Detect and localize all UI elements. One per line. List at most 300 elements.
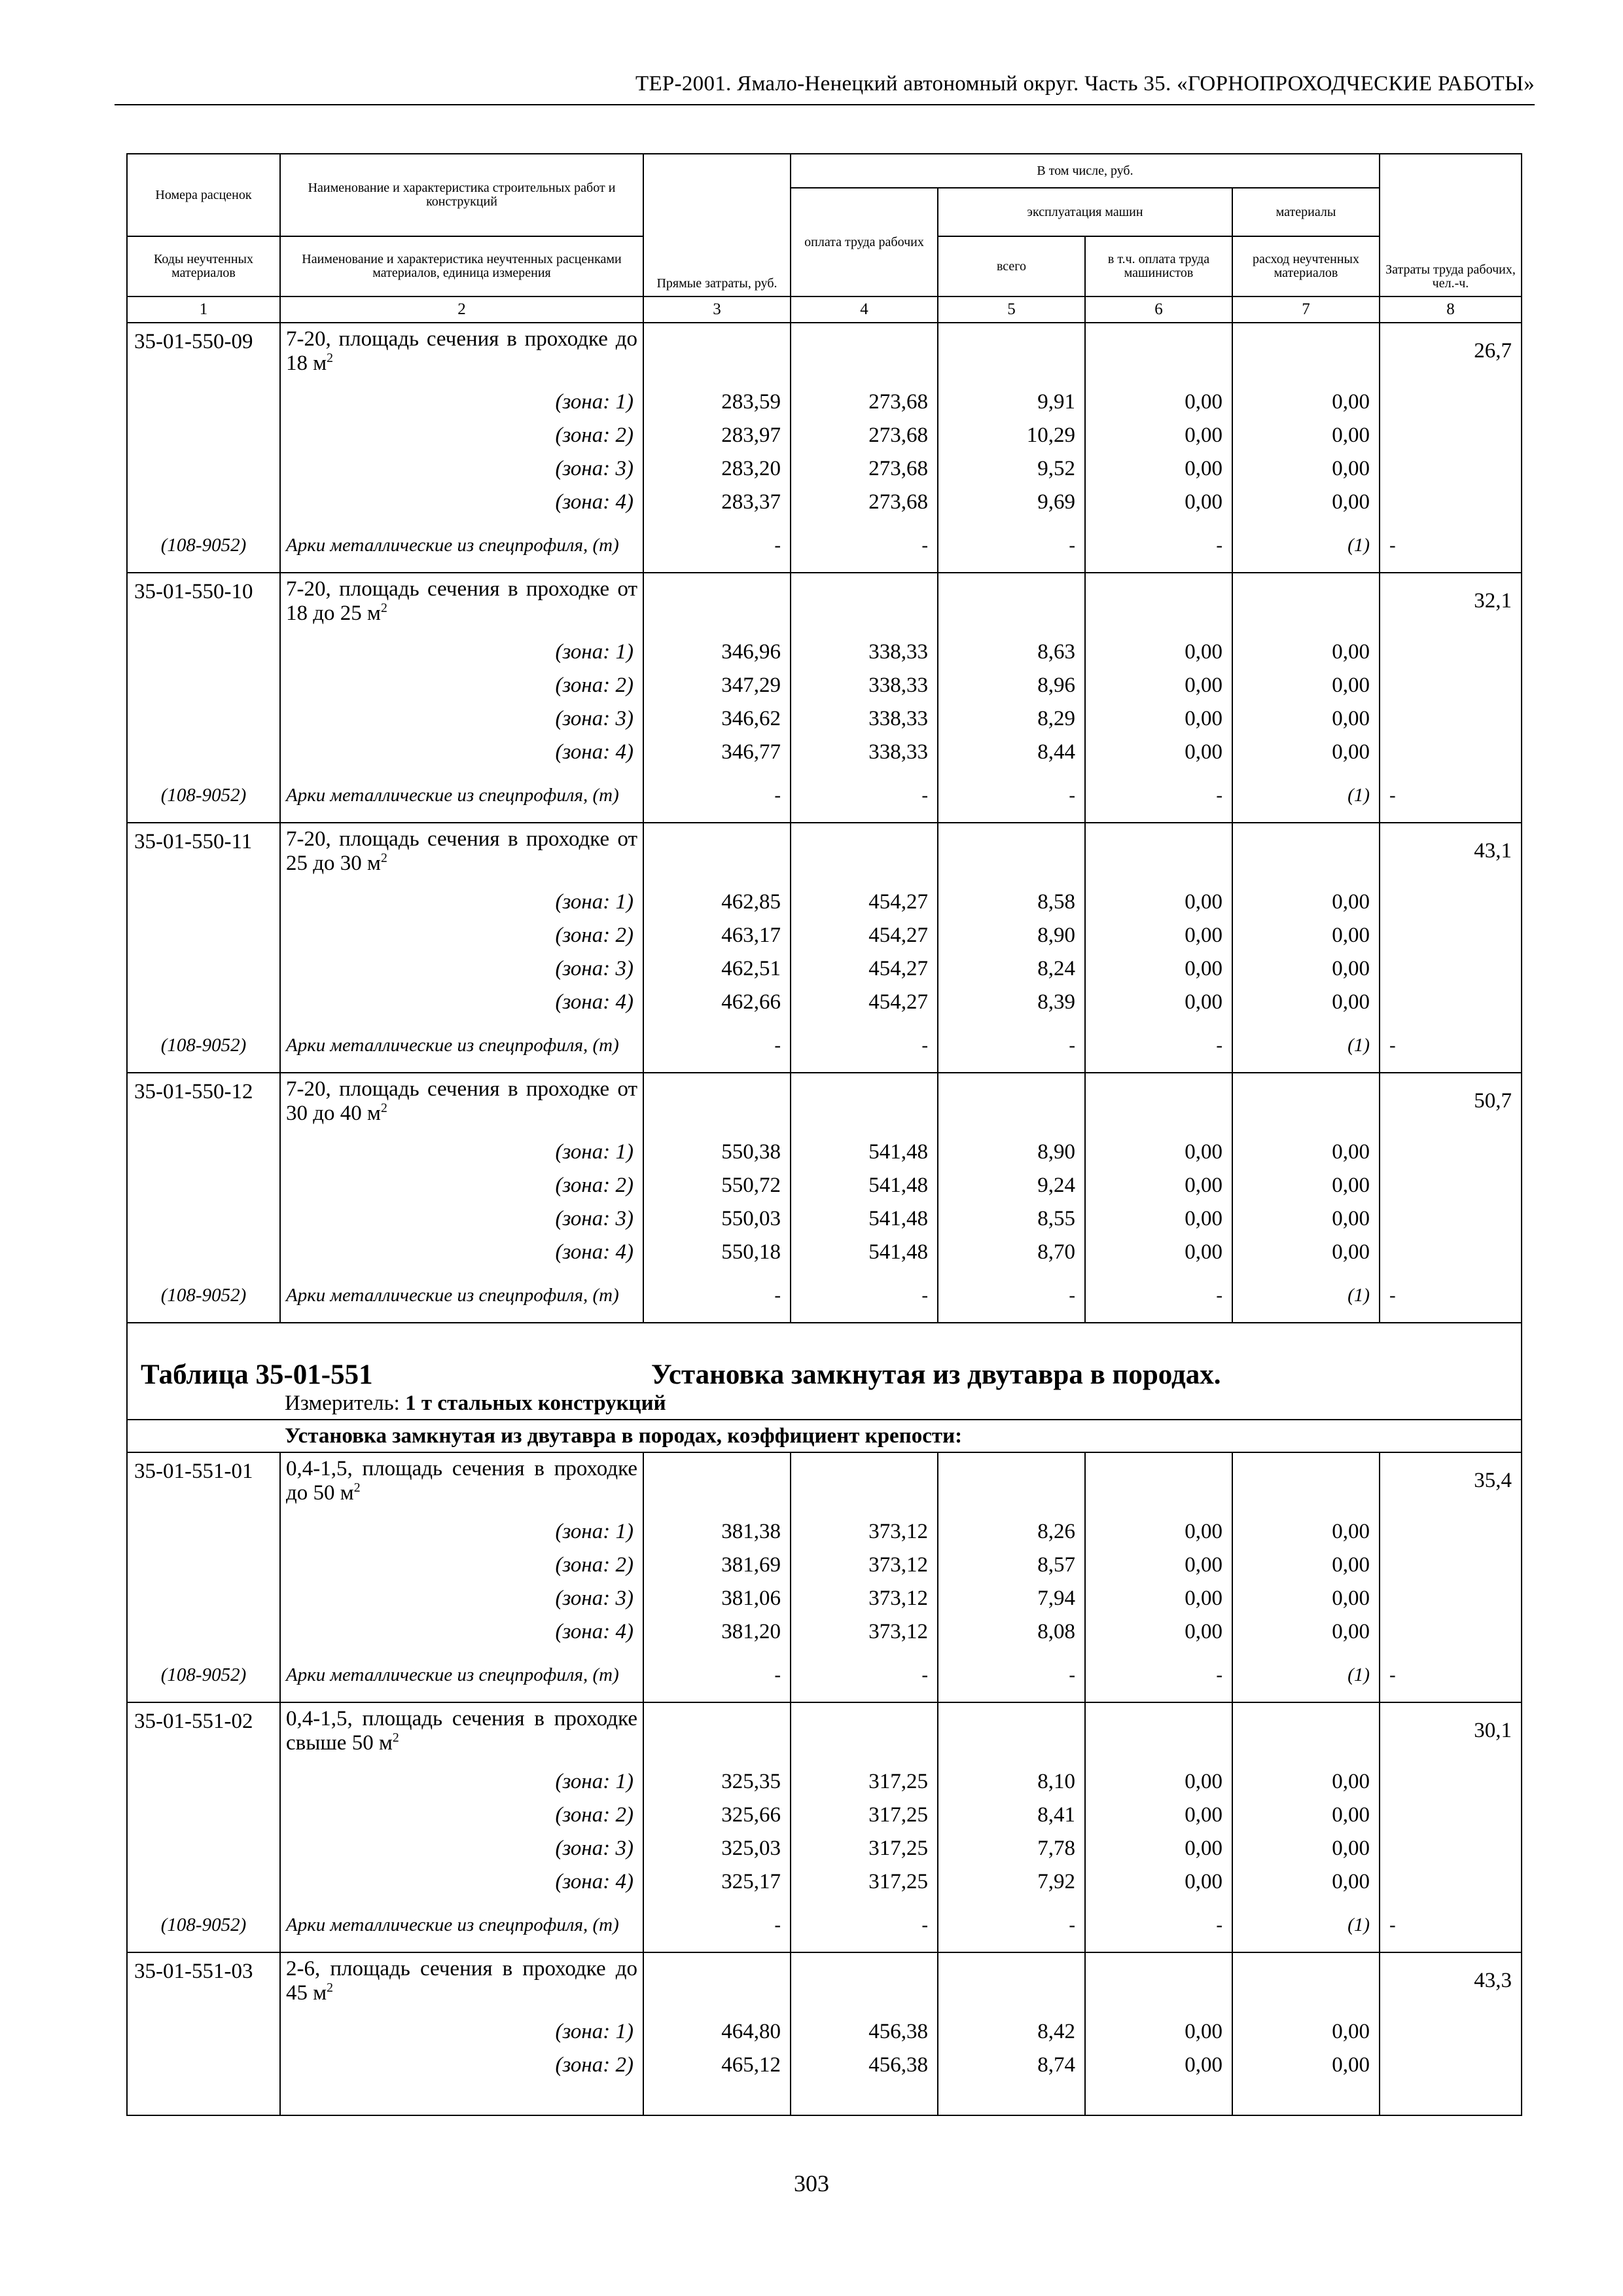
empty-cell xyxy=(1232,1452,1380,1515)
zone-label: (зона: 4) xyxy=(280,986,643,1019)
material-col5: - xyxy=(938,1269,1085,1323)
machine-cost: 8,55 xyxy=(938,1202,1085,1236)
zone-row xyxy=(127,1582,1522,1615)
material-cost: 0,00 xyxy=(1232,1202,1380,1236)
worker-wage: 273,68 xyxy=(791,419,938,452)
zone-row xyxy=(127,1865,1522,1899)
zone-row xyxy=(127,1832,1522,1865)
material-col4: - xyxy=(791,769,938,823)
machine-cost: 8,90 xyxy=(938,919,1085,952)
worker-wage: 454,27 xyxy=(791,919,938,952)
empty-cell xyxy=(1380,1832,1522,1865)
direct-cost: 283,20 xyxy=(643,452,791,486)
empty-cell xyxy=(127,2049,280,2082)
empty-cell xyxy=(1380,636,1522,669)
material-cost: 0,00 xyxy=(1232,486,1380,519)
rate-row xyxy=(127,573,1522,636)
machinist-wage: 0,00 xyxy=(1085,2049,1232,2082)
worker-wage: 273,68 xyxy=(791,486,938,519)
machine-cost: 7,92 xyxy=(938,1865,1085,1899)
empty-cell xyxy=(127,952,280,986)
machine-cost: 8,42 xyxy=(938,2015,1085,2049)
machine-cost: 8,90 xyxy=(938,1136,1085,1169)
empty-cell xyxy=(1085,323,1232,386)
material-cost: 0,00 xyxy=(1232,419,1380,452)
empty-cell xyxy=(1380,386,1522,419)
material-cost: 0,00 xyxy=(1232,919,1380,952)
material-col4: - xyxy=(791,519,938,573)
material-cost: 0,00 xyxy=(1232,386,1380,419)
material-col5: - xyxy=(938,1649,1085,1702)
material-col4: - xyxy=(791,1899,938,1952)
worker-wage: 317,25 xyxy=(791,1765,938,1799)
empty-cell xyxy=(127,986,280,1019)
worker-wage: 454,27 xyxy=(791,986,938,1019)
empty-cell xyxy=(127,1515,280,1549)
empty-cell xyxy=(938,2082,1085,2115)
zone-row xyxy=(127,986,1522,1019)
rate-code: 35-01-550-12 xyxy=(127,1073,280,1136)
rate-code: 35-01-550-09 xyxy=(127,323,280,386)
material-consumption: (1) xyxy=(1232,519,1380,573)
labor-cost: 35,4 xyxy=(1380,1452,1522,1515)
rate-row xyxy=(127,1073,1522,1136)
labor-cost: 50,7 xyxy=(1380,1073,1522,1136)
zone-row xyxy=(127,452,1522,486)
empty-cell xyxy=(791,573,938,636)
machinist-wage: 0,00 xyxy=(1085,1799,1232,1832)
material-col4: - xyxy=(791,1269,938,1323)
machinist-wage: 0,00 xyxy=(1085,486,1232,519)
empty-cell xyxy=(127,919,280,952)
empty-cell xyxy=(1380,919,1522,952)
superscript: 2 xyxy=(392,1731,399,1746)
machine-cost: 8,74 xyxy=(938,2049,1085,2082)
spacer-row xyxy=(127,2082,1522,2115)
material-cost: 0,00 xyxy=(1232,2015,1380,2049)
rate-code: 35-01-550-11 xyxy=(127,823,280,886)
empty-cell xyxy=(1085,1952,1232,2015)
machine-cost: 8,58 xyxy=(938,886,1085,919)
worker-wage: 317,25 xyxy=(791,1832,938,1865)
machinist-wage: 0,00 xyxy=(1085,1202,1232,1236)
material-consumption: (1) xyxy=(1232,1019,1380,1073)
machinist-wage: 0,00 xyxy=(1085,1549,1232,1582)
material-consumption: (1) xyxy=(1232,1269,1380,1323)
zone-row xyxy=(127,486,1522,519)
empty-cell xyxy=(643,1702,791,1765)
machine-cost: 9,24 xyxy=(938,1169,1085,1202)
empty-cell xyxy=(1380,1765,1522,1799)
col4-header: оплата труда рабочих xyxy=(791,188,938,296)
machine-cost: 7,78 xyxy=(938,1832,1085,1865)
empty-cell xyxy=(127,1236,280,1269)
material-col8: - xyxy=(1380,519,1522,573)
material-cost: 0,00 xyxy=(1232,1169,1380,1202)
material-code: (108-9052) xyxy=(127,1899,280,1952)
direct-cost: 550,38 xyxy=(643,1136,791,1169)
zone-row xyxy=(127,1202,1522,1236)
zone-label: (зона: 4) xyxy=(280,1615,643,1649)
rate-name: 2-6, площадь сечения в проходке до 45 $м^2$ xyxy=(280,1952,643,2015)
col3-header: Прямые затраты, руб. xyxy=(643,154,791,296)
material-row xyxy=(127,1019,1522,1073)
worker-wage: 373,12 xyxy=(791,1549,938,1582)
direct-cost: 463,17 xyxy=(643,919,791,952)
zone-row xyxy=(127,1799,1522,1832)
empty-cell xyxy=(1232,2082,1380,2115)
rate-code: 35-01-550-10 xyxy=(127,573,280,636)
empty-cell xyxy=(938,1952,1085,2015)
direct-cost: 381,06 xyxy=(643,1582,791,1615)
material-col6: - xyxy=(1085,1269,1232,1323)
labor-cost: 30,1 xyxy=(1380,1702,1522,1765)
meter-value: 1 т стальных конструкций xyxy=(405,1391,666,1415)
material-col5: - xyxy=(938,769,1085,823)
zone-label: (зона: 3) xyxy=(280,952,643,986)
empty-cell xyxy=(643,1073,791,1136)
material-code: (108-9052) xyxy=(127,1019,280,1073)
direct-cost: 325,03 xyxy=(643,1832,791,1865)
empty-cell xyxy=(1380,1169,1522,1202)
material-code: (108-9052) xyxy=(127,519,280,573)
empty-cell xyxy=(1085,1452,1232,1515)
machine-cost: 8,24 xyxy=(938,952,1085,986)
rate-row xyxy=(127,1702,1522,1765)
machinist-wage: 0,00 xyxy=(1085,636,1232,669)
empty-cell xyxy=(1380,2015,1522,2049)
machinist-wage: 0,00 xyxy=(1085,386,1232,419)
empty-cell xyxy=(791,823,938,886)
empty-cell xyxy=(643,2082,791,2115)
material-row xyxy=(127,519,1522,573)
superscript: 2 xyxy=(327,351,334,366)
machine-cost: 8,41 xyxy=(938,1799,1085,1832)
zone-row xyxy=(127,919,1522,952)
material-col3: - xyxy=(643,1649,791,1702)
material-row xyxy=(127,1899,1522,1952)
empty-cell xyxy=(938,1702,1085,1765)
zone-label: (зона: 2) xyxy=(280,1169,643,1202)
empty-cell xyxy=(1380,1582,1522,1615)
zone-row xyxy=(127,1169,1522,1202)
material-name: Арки металлические из спецпрофиля, (т) xyxy=(280,769,643,823)
column-number: 6 xyxy=(1085,296,1232,323)
zone-label: (зона: 2) xyxy=(280,669,643,702)
material-row xyxy=(127,769,1522,823)
zone-row xyxy=(127,419,1522,452)
empty-cell xyxy=(1232,573,1380,636)
material-cost: 0,00 xyxy=(1232,636,1380,669)
worker-wage: 338,33 xyxy=(791,636,938,669)
material-col6: - xyxy=(1085,1899,1232,1952)
empty-cell xyxy=(1380,1549,1522,1582)
material-col5: - xyxy=(938,1019,1085,1073)
material-row xyxy=(127,1269,1522,1323)
empty-cell xyxy=(127,1832,280,1865)
empty-cell xyxy=(1380,419,1522,452)
rate-row xyxy=(127,1452,1522,1515)
empty-cell xyxy=(1380,1799,1522,1832)
machinist-wage: 0,00 xyxy=(1085,886,1232,919)
machinist-wage: 0,00 xyxy=(1085,1515,1232,1549)
machinist-wage: 0,00 xyxy=(1085,1169,1232,1202)
zone-row xyxy=(127,2049,1522,2082)
empty-cell xyxy=(791,323,938,386)
material-cost: 0,00 xyxy=(1232,1799,1380,1832)
material-cost: 0,00 xyxy=(1232,952,1380,986)
direct-cost: 550,72 xyxy=(643,1169,791,1202)
material-col8: - xyxy=(1380,1269,1522,1323)
material-cost: 0,00 xyxy=(1232,986,1380,1019)
empty-cell xyxy=(1232,323,1380,386)
machine-cost: 9,91 xyxy=(938,386,1085,419)
empty-cell xyxy=(1085,1702,1232,1765)
worker-wage: 317,25 xyxy=(791,1799,938,1832)
zone-label: (зона: 2) xyxy=(280,919,643,952)
empty-cell xyxy=(1085,823,1232,886)
direct-cost: 462,51 xyxy=(643,952,791,986)
machinist-wage: 0,00 xyxy=(1085,986,1232,1019)
machine-cost: 8,44 xyxy=(938,736,1085,769)
col6-header: в т.ч. оплата труда машинистов xyxy=(1085,236,1232,296)
worker-wage: 373,12 xyxy=(791,1515,938,1549)
material-code: (108-9052) xyxy=(127,1649,280,1702)
empty-cell xyxy=(1232,823,1380,886)
material-row xyxy=(127,1649,1522,1702)
empty-cell xyxy=(1380,736,1522,769)
meter-row xyxy=(127,1391,1522,1420)
zone-row xyxy=(127,1615,1522,1649)
zone-row xyxy=(127,952,1522,986)
machine-cost: 8,70 xyxy=(938,1236,1085,1269)
rate-name: 7-20, площадь сечения в проходке от 18 до 25 $м^2$ xyxy=(280,573,643,636)
rate-name: 0,4-1,5, площадь сечения в проходке свыше 50 $м^2$ xyxy=(280,1702,643,1765)
zone-row xyxy=(127,1765,1522,1799)
direct-cost: 346,77 xyxy=(643,736,791,769)
direct-cost: 381,20 xyxy=(643,1615,791,1649)
empty-cell xyxy=(1380,1202,1522,1236)
zone-row xyxy=(127,736,1522,769)
material-consumption: (1) xyxy=(1232,1649,1380,1702)
zone-label: (зона: 4) xyxy=(280,1236,643,1269)
machinist-wage: 0,00 xyxy=(1085,2015,1232,2049)
empty-cell xyxy=(1232,1952,1380,2015)
empty-cell xyxy=(643,573,791,636)
machinist-wage: 0,00 xyxy=(1085,452,1232,486)
material-cost: 0,00 xyxy=(1232,1515,1380,1549)
zone-row xyxy=(127,886,1522,919)
zone-label: (зона: 2) xyxy=(280,1799,643,1832)
machine-cost: 8,26 xyxy=(938,1515,1085,1549)
zone-label: (зона: 1) xyxy=(280,1136,643,1169)
zone-label: (зона: 3) xyxy=(280,1832,643,1865)
worker-wage: 456,38 xyxy=(791,2015,938,2049)
machine-cost: 8,08 xyxy=(938,1615,1085,1649)
empty-cell xyxy=(1085,2082,1232,2115)
labor-cost: 32,1 xyxy=(1380,573,1522,636)
machine-cost: 8,29 xyxy=(938,702,1085,736)
zone-row xyxy=(127,636,1522,669)
col8-header: Затраты труда рабочих, чел.-ч. xyxy=(1380,154,1522,296)
empty-cell xyxy=(127,1549,280,1582)
column-number: 8 xyxy=(1380,296,1522,323)
zone-label: (зона: 2) xyxy=(280,419,643,452)
worker-wage: 373,12 xyxy=(791,1582,938,1615)
empty-cell xyxy=(127,886,280,919)
rate-name: 7-20, площадь сечения в проходке от 30 до 40 $м^2$ xyxy=(280,1073,643,1136)
empty-cell xyxy=(127,636,280,669)
zone-row xyxy=(127,1236,1522,1269)
empty-cell xyxy=(643,1952,791,2015)
material-col5: - xyxy=(938,1899,1085,1952)
zone-label: (зона: 1) xyxy=(280,1515,643,1549)
col5-header: всего xyxy=(938,236,1085,296)
material-cost: 0,00 xyxy=(1232,669,1380,702)
empty-cell xyxy=(127,736,280,769)
table-heading xyxy=(127,1323,1522,1391)
empty-cell xyxy=(127,419,280,452)
direct-cost: 325,35 xyxy=(643,1765,791,1799)
machinist-wage: 0,00 xyxy=(1085,952,1232,986)
empty-cell xyxy=(1380,986,1522,1019)
empty-cell xyxy=(938,1452,1085,1515)
empty-cell xyxy=(127,1615,280,1649)
column-number: 3 xyxy=(643,296,791,323)
zone-row xyxy=(127,386,1522,419)
material-col8: - xyxy=(1380,1019,1522,1073)
material-name: Арки металлические из спецпрофиля, (т) xyxy=(280,1899,643,1952)
machines-header: эксплуатация машин xyxy=(938,188,1232,236)
empty-cell xyxy=(280,2082,643,2115)
zone-label: (зона: 1) xyxy=(280,2015,643,2049)
table-meter xyxy=(127,1391,1522,1420)
worker-wage: 338,33 xyxy=(791,736,938,769)
empty-cell xyxy=(938,573,1085,636)
empty-cell xyxy=(791,1073,938,1136)
worker-wage: 338,33 xyxy=(791,669,938,702)
material-cost: 0,00 xyxy=(1232,2049,1380,2082)
zone-label: (зона: 3) xyxy=(280,452,643,486)
direct-cost: 346,96 xyxy=(643,636,791,669)
empty-cell xyxy=(127,1865,280,1899)
zone-label: (зона: 4) xyxy=(280,1865,643,1899)
direct-cost: 550,18 xyxy=(643,1236,791,1269)
empty-cell xyxy=(1380,1865,1522,1899)
empty-cell xyxy=(1380,702,1522,736)
machinist-wage: 0,00 xyxy=(1085,419,1232,452)
col2-header-bottom: Наименование и характеристика неучтенных расценками материалов, единица измерения xyxy=(280,236,643,296)
empty-cell xyxy=(1380,486,1522,519)
machine-cost: 8,63 xyxy=(938,636,1085,669)
empty-cell xyxy=(1380,452,1522,486)
material-cost: 0,00 xyxy=(1232,702,1380,736)
zone-row xyxy=(127,669,1522,702)
machinist-wage: 0,00 xyxy=(1085,919,1232,952)
zone-label: (зона: 1) xyxy=(280,386,643,419)
rates-table xyxy=(126,153,1522,2116)
zone-row xyxy=(127,2015,1522,2049)
material-cost: 0,00 xyxy=(1232,736,1380,769)
machine-cost: 7,94 xyxy=(938,1582,1085,1615)
material-cost: 0,00 xyxy=(1232,1236,1380,1269)
material-cost: 0,00 xyxy=(1232,1136,1380,1169)
empty-cell xyxy=(127,386,280,419)
superscript: 2 xyxy=(380,851,387,866)
empty-cell xyxy=(643,823,791,886)
empty-cell xyxy=(127,2015,280,2049)
empty-cell xyxy=(127,1765,280,1799)
table-heading-row xyxy=(127,1323,1522,1391)
empty-cell xyxy=(643,1452,791,1515)
zone-row xyxy=(127,1549,1522,1582)
rate-code: 35-01-551-03 xyxy=(127,1952,280,2015)
material-cost: 0,00 xyxy=(1232,886,1380,919)
material-col3: - xyxy=(643,1019,791,1073)
empty-cell xyxy=(1380,669,1522,702)
empty-cell xyxy=(1380,1515,1522,1549)
empty-cell xyxy=(791,1452,938,1515)
material-cost: 0,00 xyxy=(1232,1865,1380,1899)
empty-cell xyxy=(1085,573,1232,636)
zone-label: (зона: 1) xyxy=(280,636,643,669)
material-col6: - xyxy=(1085,1649,1232,1702)
material-col8: - xyxy=(1380,1899,1522,1952)
worker-wage: 541,48 xyxy=(791,1169,938,1202)
material-col6: - xyxy=(1085,519,1232,573)
machine-cost: 8,57 xyxy=(938,1549,1085,1582)
empty-cell xyxy=(1380,886,1522,919)
empty-cell xyxy=(127,1582,280,1615)
table-subheading: Установка замкнутая из двутавра в породах, коэффициент крепости: xyxy=(127,1420,1522,1452)
rate-name: 0,4-1,5, площадь сечения в проходке до 50 $м^2$ xyxy=(280,1452,643,1515)
direct-cost: 325,66 xyxy=(643,1799,791,1832)
material-cost: 0,00 xyxy=(1232,1549,1380,1582)
column-number: 5 xyxy=(938,296,1085,323)
empty-cell xyxy=(1085,1073,1232,1136)
machinist-wage: 0,00 xyxy=(1085,1865,1232,1899)
col1-header-bottom: Коды неучтенных материалов xyxy=(127,236,280,296)
direct-cost: 283,59 xyxy=(643,386,791,419)
machine-cost: 9,69 xyxy=(938,486,1085,519)
worker-wage: 273,68 xyxy=(791,452,938,486)
rate-row xyxy=(127,323,1522,386)
material-code: (108-9052) xyxy=(127,1269,280,1323)
material-consumption: (1) xyxy=(1232,769,1380,823)
material-cost: 0,00 xyxy=(1232,452,1380,486)
col7-header: расход неучтенных материалов xyxy=(1232,236,1380,296)
material-cost: 0,00 xyxy=(1232,1582,1380,1615)
worker-wage: 317,25 xyxy=(791,1865,938,1899)
labor-cost: 43,3 xyxy=(1380,1952,1522,2015)
empty-cell xyxy=(127,1799,280,1832)
worker-wage: 454,27 xyxy=(791,952,938,986)
superscript: 2 xyxy=(327,1981,334,1996)
column-number: 7 xyxy=(1232,296,1380,323)
direct-cost: 465,12 xyxy=(643,2049,791,2082)
empty-cell xyxy=(1380,952,1522,986)
machine-cost: 9,52 xyxy=(938,452,1085,486)
empty-cell xyxy=(127,1136,280,1169)
worker-wage: 541,48 xyxy=(791,1202,938,1236)
worker-wage: 338,33 xyxy=(791,702,938,736)
superscript: 2 xyxy=(380,1101,387,1116)
empty-cell xyxy=(938,323,1085,386)
machine-cost: 8,10 xyxy=(938,1765,1085,1799)
material-name: Арки металлические из спецпрофиля, (т) xyxy=(280,519,643,573)
worker-wage: 456,38 xyxy=(791,2049,938,2082)
zone-row xyxy=(127,1515,1522,1549)
